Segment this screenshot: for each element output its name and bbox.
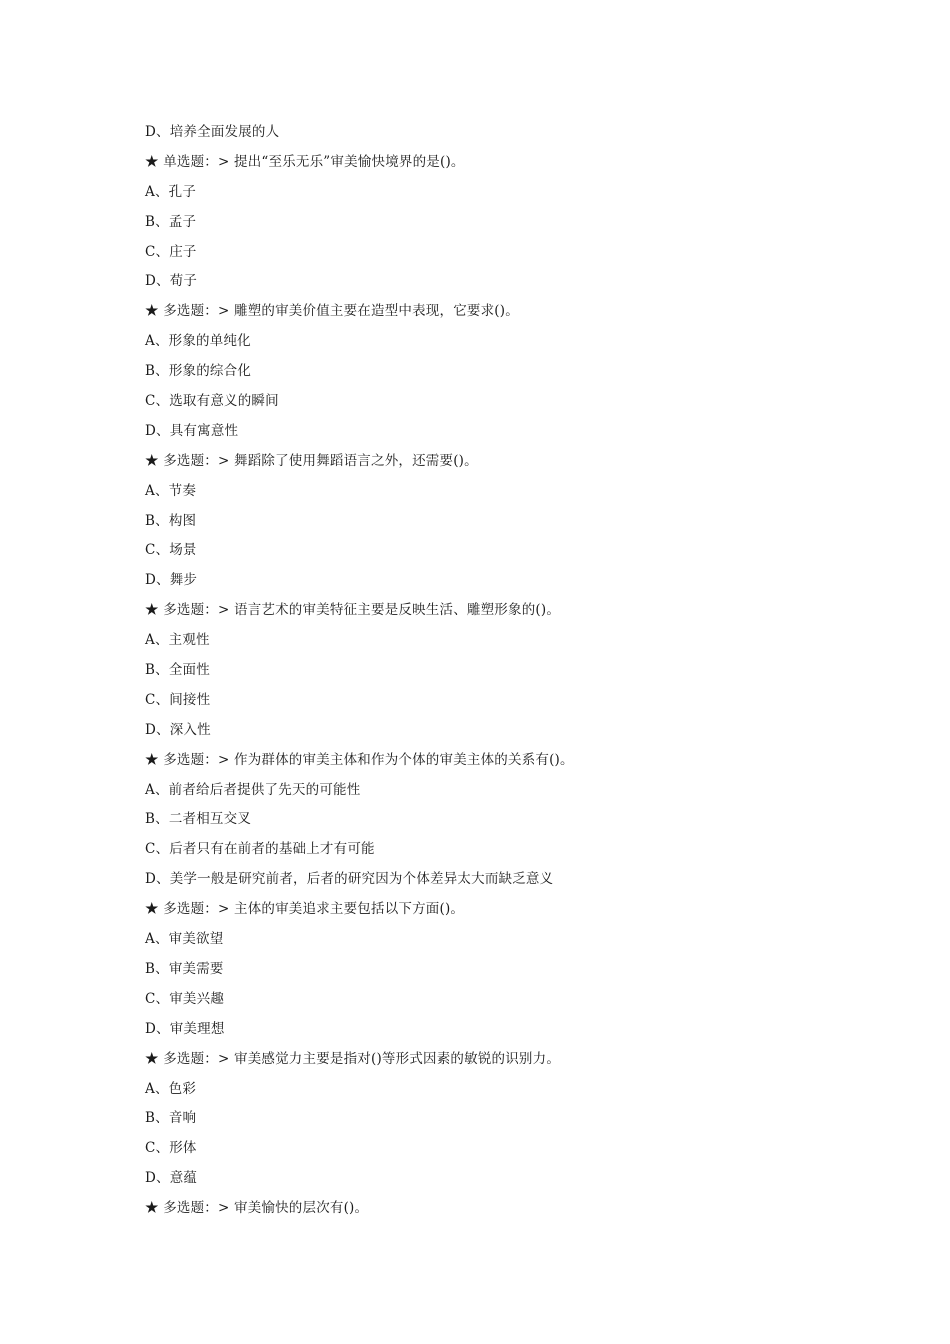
answer-option: D、美学一般是研究前者，后者的研究因为个体差异太大而缺乏意义	[145, 871, 554, 888]
answer-option: B、二者相互交叉	[145, 811, 252, 828]
question-stem: ★ 多选题：> 审美愉快的层次有()。	[145, 1200, 369, 1217]
answer-option: B、全面性	[145, 662, 210, 679]
answer-option: B、孟子	[145, 213, 197, 230]
answer-option: B、音响	[145, 1110, 197, 1127]
answer-option: A、色彩	[145, 1080, 197, 1097]
answer-option: C、形体	[145, 1140, 197, 1157]
answer-option: A、孔子	[145, 183, 197, 200]
answer-option: D、具有寓意性	[145, 422, 239, 439]
answer-option: D、审美理想	[145, 1020, 225, 1037]
answer-option: D、舞步	[145, 572, 198, 589]
question-stem: ★ 多选题：> 主体的审美追求主要包括以下方面()。	[145, 901, 465, 918]
answer-option: D、培养全面发展的人	[145, 124, 280, 140]
answer-option: D、荀子	[145, 273, 198, 290]
answer-option: B、形象的综合化	[145, 363, 252, 380]
question-stem: ★ 多选题：> 作为群体的审美主体和作为个体的审美主体的关系有()。	[145, 751, 574, 768]
question-stem: ★ 多选题：> 语言艺术的审美特征主要是反映生活、雕塑形象的()。	[145, 602, 561, 619]
answer-option: A、主观性	[145, 632, 210, 649]
answer-option: C、选取有意义的瞬间	[145, 393, 279, 410]
question-stem: ★ 多选题：> 审美感觉力主要是指对()等形式因素的敏锐的识别力。	[145, 1050, 561, 1067]
answer-option: B、审美需要	[145, 960, 224, 977]
question-stem: ★ 多选题：> 舞蹈除了使用舞蹈语言之外，还需要()。	[145, 452, 478, 469]
question-stem: ★ 单选题：> 提出“至乐无乐”审美愉快境界的是()。	[145, 153, 465, 170]
answer-option: B、构图	[145, 512, 197, 529]
question-list	[145, 118, 865, 1224]
question-stem: ★ 多选题：> 雕塑的审美价值主要在造型中表现，它要求()。	[145, 303, 519, 320]
answer-option: D、深入性	[145, 721, 211, 738]
answer-option: C、场景	[145, 542, 197, 559]
answer-option: C、后者只有在前者的基础上才有可能	[145, 841, 375, 858]
answer-option: A、前者给后者提供了先天的可能性	[145, 781, 361, 798]
answer-option: C、间接性	[145, 691, 211, 708]
answer-option: A、审美欲望	[145, 931, 224, 948]
answer-option: C、庄子	[145, 243, 197, 260]
answer-option: D、意蕴	[145, 1170, 198, 1187]
answer-option: A、节奏	[145, 482, 197, 499]
answer-option: C、审美兴趣	[145, 990, 225, 1007]
answer-option: A、形象的单纯化	[145, 333, 251, 350]
